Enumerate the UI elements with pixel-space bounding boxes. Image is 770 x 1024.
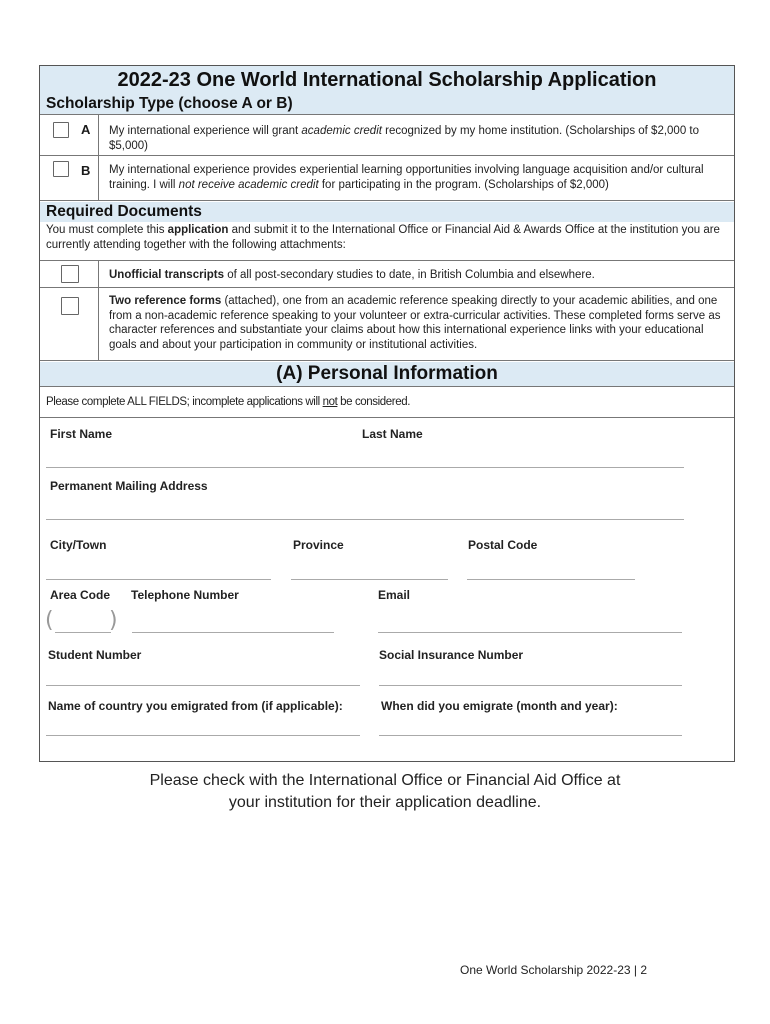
application-form (39, 65, 735, 762)
postal-code-label: Postal Code (468, 538, 538, 552)
transcripts-checkbox[interactable] (61, 265, 79, 283)
reference-forms-description: Two reference forms (attached), one from an academic reference speaking directly to your academic abilities, and one from a non-academic reference speaking to your volunteer or extra-curricular activities. These completed forms serve as character references and substantiate your claims about how this international experience links with your educational goals and about your participation in community or institutional activities. (109, 295, 721, 351)
email-label: Email (378, 588, 411, 602)
student-number-label: Student Number (48, 648, 142, 662)
city-label: City/Town (50, 538, 107, 552)
divider (40, 386, 734, 387)
city-input[interactable] (46, 579, 271, 580)
deadline-line-1: Please check with the International Office or Financial Aid Office at (149, 772, 621, 789)
divider (40, 360, 734, 361)
divider (40, 155, 734, 156)
postal-code-input[interactable] (467, 579, 635, 580)
column-divider (98, 114, 99, 200)
name-input[interactable] (46, 467, 684, 468)
option-a-description: My international experience will grant academic credit recognized by my home institution. (Scholarships of $2,000 to $5,000) (109, 125, 700, 152)
deadline-notice (0, 770, 770, 814)
divider (40, 287, 734, 288)
area-code-label: Area Code (50, 588, 111, 602)
option-b-checkbox[interactable] (53, 161, 69, 177)
form-title: 2022-23 One World International Scholarship Application (40, 66, 734, 94)
personal-information-heading: (A) Personal Information (40, 362, 734, 386)
mailing-address-input[interactable] (46, 519, 684, 520)
sin-label: Social Insurance Number (379, 648, 524, 662)
telephone-label: Telephone Number (131, 588, 239, 602)
province-label: Province (293, 538, 344, 552)
emigrate-date-label: When did you emigrate (month and year): (381, 699, 618, 713)
deadline-line-2: your institution for their application deadline. (228, 794, 542, 811)
transcripts-description: Unofficial transcripts of all post-secondary studies to date, in British Columbia and elsewhere. (109, 269, 595, 281)
page-footer: One World Scholarship 2022-23 | 2 (460, 963, 648, 977)
option-b-letter: B (81, 163, 91, 178)
emigrate-date-input[interactable] (379, 735, 682, 736)
divider (40, 114, 734, 115)
sin-input[interactable] (379, 685, 682, 686)
province-input[interactable] (291, 579, 448, 580)
email-input[interactable] (378, 632, 682, 633)
area-code-close-paren: ) (109, 608, 118, 633)
telephone-input[interactable] (132, 632, 334, 633)
divider (40, 260, 734, 261)
country-input[interactable] (46, 735, 360, 736)
scholarship-type-heading: Scholarship Type (choose A or B) (40, 94, 734, 114)
column-divider (98, 260, 99, 360)
option-a-letter: A (81, 122, 91, 137)
student-number-input[interactable] (46, 685, 360, 686)
area-code-open-paren: ( (45, 608, 54, 633)
complete-all-fields-note: Please complete ALL FIELDS; incomplete applications will not be considered. (46, 396, 411, 408)
area-code-input[interactable] (55, 632, 111, 633)
option-b-description: My international experience provides experiential learning opportunities involving language acquisition and/or cultural training. I will not receive academic credit for participating in the program. (Scholarships of $2,000) (109, 164, 704, 191)
last-name-label: Last Name (362, 427, 423, 441)
mailing-address-label: Permanent Mailing Address (50, 479, 208, 493)
required-documents-intro: You must complete this application and submit it to the International Office or Financial Aid & Awards Office at the institution you are currently attending together with the following attachments: (46, 224, 720, 251)
country-label: Name of country you emigrated from (if applicable): (48, 699, 343, 713)
divider (40, 417, 734, 418)
option-a-checkbox[interactable] (53, 122, 69, 138)
reference-forms-checkbox[interactable] (61, 297, 79, 315)
first-name-label: First Name (50, 427, 113, 441)
required-documents-heading: Required Documents (40, 202, 734, 222)
divider (40, 200, 734, 201)
